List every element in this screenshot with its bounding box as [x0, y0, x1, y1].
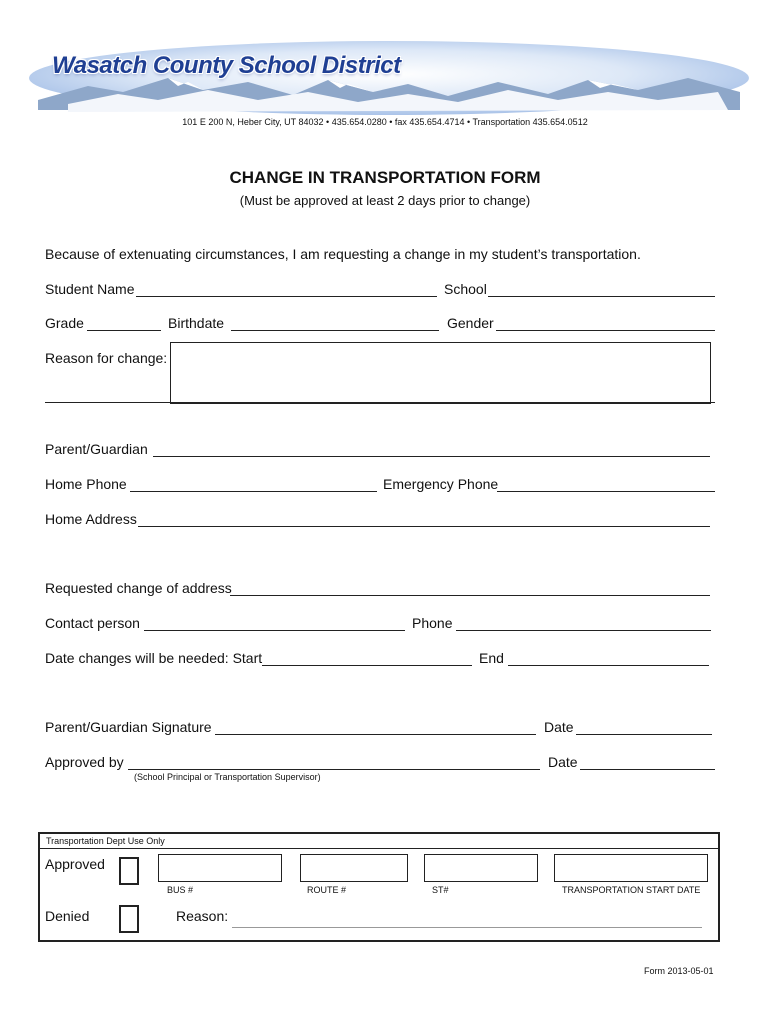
contact-person-label: Contact person	[45, 615, 140, 631]
approved-checkbox[interactable]	[119, 857, 139, 885]
bus-number-field[interactable]	[158, 854, 282, 882]
school-label: School	[444, 281, 487, 297]
intro-text: Because of extenuating circumstances, I am requesting a change in my student’s transportation.	[45, 246, 641, 262]
home-address-label: Home Address	[45, 511, 137, 527]
denied-checkbox[interactable]	[119, 905, 139, 933]
approved-date-label: Date	[548, 754, 578, 770]
denied-label: Denied	[45, 908, 90, 924]
gender-field[interactable]	[496, 330, 715, 331]
signature-label: Parent/Guardian Signature	[45, 719, 212, 735]
transportation-start-date-field[interactable]	[554, 854, 708, 882]
contact-phone-field[interactable]	[456, 630, 711, 631]
end-date-field[interactable]	[508, 665, 709, 666]
home-phone-label: Home Phone	[45, 476, 127, 492]
emergency-phone-label: Emergency Phone	[383, 476, 499, 492]
form-title: CHANGE IN TRANSPORTATION FORM	[229, 168, 541, 187]
school-field[interactable]	[488, 296, 715, 297]
reason-underline	[45, 402, 715, 403]
dept-header-divider	[38, 848, 720, 849]
start-date-field[interactable]	[262, 665, 472, 666]
start-date-label: Date changes will be needed: Start	[45, 650, 263, 666]
student-name-field[interactable]	[136, 296, 437, 297]
denial-reason-field[interactable]	[232, 927, 702, 928]
signature-date-field[interactable]	[576, 734, 712, 735]
home-phone-field[interactable]	[130, 491, 377, 492]
route-number-field[interactable]	[300, 854, 408, 882]
student-name-label: Student Name	[45, 281, 135, 297]
form-number: Form 2013-05-01	[644, 966, 714, 976]
requested-change-label: Requested change of address	[45, 580, 232, 596]
denial-reason-label: Reason:	[176, 908, 229, 924]
requested-change-field[interactable]	[230, 595, 710, 596]
signature-field[interactable]	[215, 734, 536, 735]
approved-by-field[interactable]	[128, 769, 540, 770]
grade-label: Grade	[45, 315, 84, 331]
route-number-label: ROUTE #	[307, 885, 347, 895]
emergency-phone-field[interactable]	[497, 491, 715, 492]
form-subtitle: (Must be approved at least 2 days prior to change)	[239, 193, 531, 208]
home-address-field[interactable]	[138, 526, 710, 527]
contact-phone-label: Phone	[412, 615, 453, 631]
gender-label: Gender	[447, 315, 494, 331]
start-date-dept-label: TRANSPORTATION START DATE	[562, 885, 701, 895]
reason-label: Reason for change:	[45, 350, 168, 366]
approved-by-label: Approved by	[45, 754, 124, 770]
bus-number-label: BUS #	[167, 885, 194, 895]
parent-guardian-label: Parent/Guardian	[45, 441, 148, 457]
district-address: 101 E 200 N, Heber City, UT 84032 • 435.654.0280 • fax 435.654.4714 • Transportation 435.654.0512	[182, 117, 588, 127]
dept-header: Transportation Dept Use Only	[46, 836, 165, 846]
signature-date-label: Date	[544, 719, 574, 735]
approved-label: Approved	[45, 856, 105, 872]
approved-date-field[interactable]	[580, 769, 715, 770]
parent-guardian-field[interactable]	[153, 456, 710, 457]
contact-person-field[interactable]	[144, 630, 405, 631]
st-number-field[interactable]	[424, 854, 538, 882]
reason-field[interactable]	[170, 342, 711, 404]
district-name: Wasatch County School District	[52, 52, 401, 79]
end-date-label: End	[479, 650, 504, 666]
birthdate-field[interactable]	[231, 330, 439, 331]
grade-field[interactable]	[87, 330, 161, 331]
birthdate-label: Birthdate	[168, 315, 225, 331]
st-number-label: ST#	[432, 885, 449, 895]
approver-note: (School Principal or Transportation Supervisor)	[134, 772, 321, 782]
